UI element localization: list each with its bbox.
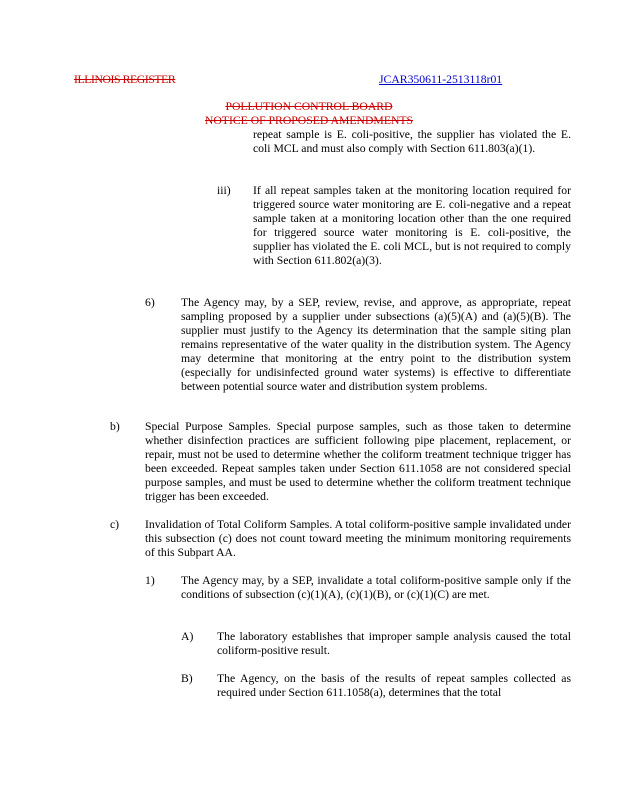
item-cB-label: B) <box>181 672 193 685</box>
continued-paragraph: repeat sample is E. coli-positive, the supplier has violated the E. coli MCL and must also comply with Section 611.803(a)(1). <box>253 128 571 155</box>
item-c1-label: 1) <box>145 574 155 587</box>
subsection-c-label: c) <box>110 518 120 531</box>
item-cA-text: The laboratory establishes that improper sample analysis caused the total coliform-positive result. <box>217 630 571 657</box>
subitem-iii-label: iii) <box>217 184 231 197</box>
illinois-register-header: ILLINOIS REGISTER <box>74 73 176 86</box>
subsection-c-text: Invalidation of Total Coliform Samples. A total coliform-positive sample invalidated under this subsection (c) does not count toward meeting the minimum monitoring requirements of this Subpart AA. <box>145 518 571 559</box>
subsection-b-text: Special Purpose Samples. Special purpose samples, such as those taken to determine whether disinfection practices are sufficient following pipe placement, replacement, or repair, must not be used to determine whether the coliform treatment technique trigger has been exceeded. Repeat samples taken under Section 611.1058 are not considered special purpose samples, and must be used to determine whether the coliform treatment technique trigger has been exceeded. <box>145 420 571 503</box>
item-cB-text: The Agency, on the basis of the results of repeat samples collected as required under Section 611.1058(a), determines that the total <box>217 672 571 699</box>
item-c1-text: The Agency may, by a SEP, invalidate a total coliform-positive sample only if the conditions of subsection (c)(1)(A), (c)(1)(B), or (c)(1)(C) are met. <box>181 574 571 601</box>
board-name-header: POLLUTION CONTROL BOARD <box>225 100 393 113</box>
subsection-b-label: b) <box>110 420 120 433</box>
item-6-label: 6) <box>145 296 155 309</box>
jcar-document-id-link[interactable]: JCAR350611-2513118r01 <box>379 73 503 86</box>
item-6-text: The Agency may, by a SEP, review, revise, and approve, as appropriate, repeat sampling proposed by a supplier under subsections (a)(5)(A) and (a)(5)(B). The supplier must justify to the Agency its determination that the sample siting plan remains representative of the water quality in the distribution system. The Agency may determine that monitoring at the entry point to the distribution system (especially for undisinfected ground water systems) is effective to differentiate between potential source water and distribution system problems. <box>181 296 571 393</box>
subitem-iii-text: If all repeat samples taken at the monitoring location required for triggered source water monitoring are E. coli-negative and a repeat sample taken at a monitoring location other than the one required for triggered source water monitoring is E. coli-positive, the supplier has violated the E. coli MCL, but is not required to comply with Section 611.802(a)(3). <box>253 184 571 267</box>
item-cA-label: A) <box>181 630 194 643</box>
notice-header: NOTICE OF PROPOSED AMENDMENTS <box>204 114 414 127</box>
